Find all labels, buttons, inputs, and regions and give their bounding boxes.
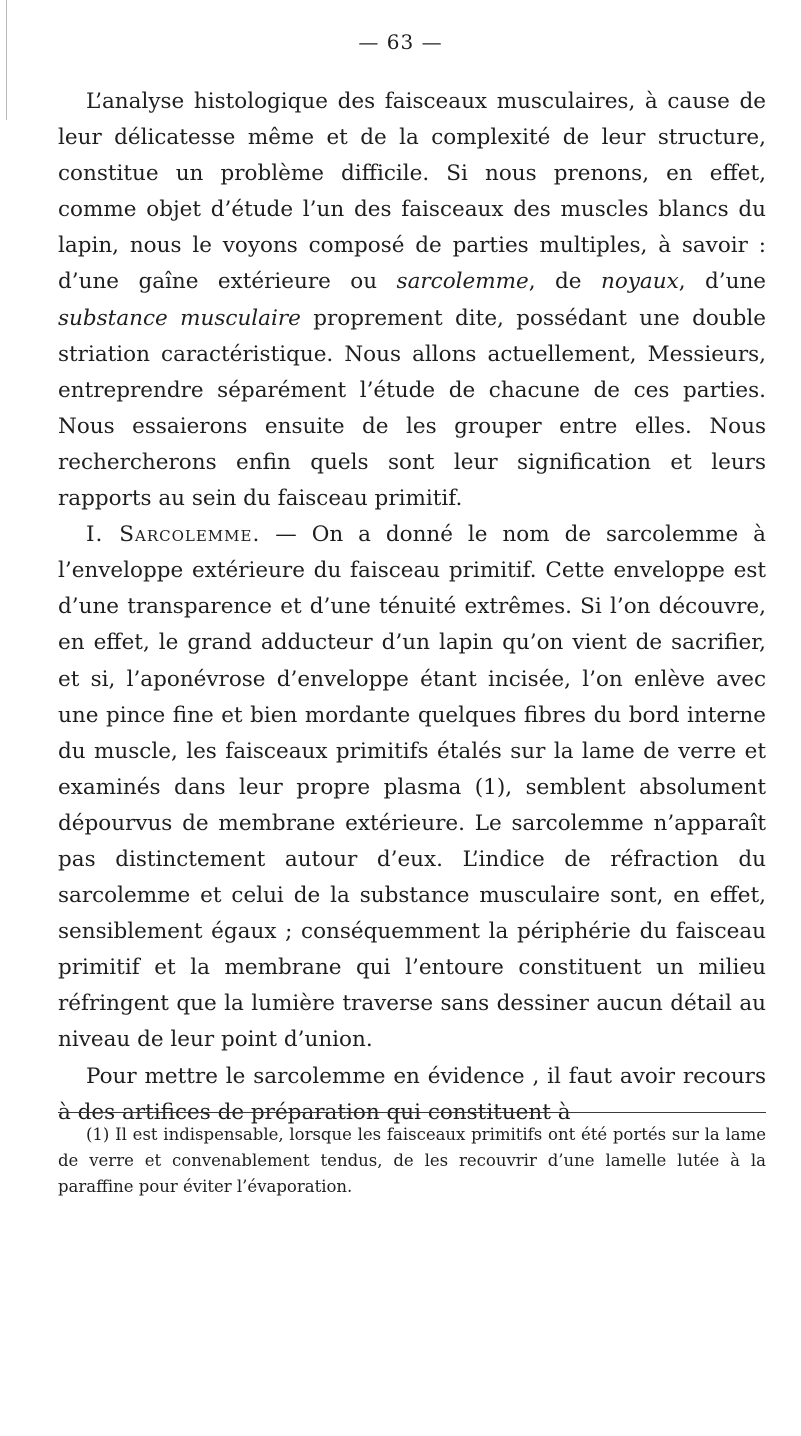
term-substance-musculaire: substance musculaire (58, 305, 301, 331)
paragraph-preparation (58, 1059, 766, 1131)
body-text (58, 84, 766, 1131)
page-number: — 63 — (358, 30, 443, 54)
text-run: , d’une (678, 269, 767, 295)
footnote: (1) Il est indispensable, lorsque les faisceaux primitifs ont été portés sur la lame de verre et convenablement tendus, de les recouvrir d’une lamelle lutée à la paraffine pour éviter l’évaporation. (58, 1125, 766, 1196)
paragraph-intro (58, 84, 766, 517)
footnote-divider (58, 1112, 766, 1113)
paragraph-sarcolemme (58, 517, 766, 1058)
text-run: proprement dite, possédant une double striation caractéristique. Nous allons actuellement, Messieurs, entreprendre séparément l’étude de chacune de ces parties. Nous essaierons ensuite de les grouper entre elles. Nous rechercherons enfin quels sont leur signification et leurs rapports au sein du faisceau primitif. (58, 305, 766, 512)
text-run: Pour mettre le sarcolemme en évidence , il faut avoir recours à des artifices de préparation qui constituent à (58, 1063, 766, 1125)
term-sarcolemme: sarcolemme (396, 269, 529, 295)
binding-edge-line (6, 0, 7, 120)
term-noyaux: noyaux (600, 269, 679, 295)
text-run: — On a donné le nom de sarcolemme à l’enveloppe extérieure du faisceau primitif. Cette enveloppe est d’une transparence et d’une ténuité extrêmes. Si l’on découvre, en effet, le grand adducteur d’un lapin qu’on vient de sacrifier, et si, l’aponévrose d’enveloppe étant incisée, l’on enlève avec une pince fine et bien mordante quelques fibres du bord interne du muscle, les faisceaux primitifs étalés sur la lame de verre et examinés dans leur propre plasma (1), semblent absolument dépourvus de membrane extérieure. Le sarcolemme n’apparaît pas distinctement autour d’eux. L’indice de réfraction du sarcolemme et celui de la substance musculaire sont, en effet, sensiblement égaux ; conséquemment la périphérie du faisceau primitif et la membrane qui l’entoure constituent un milieu réfringent que la lumière traverse sans dessiner aucun détail au niveau de leur point d’union. (58, 522, 766, 1053)
text-run: L’analyse histologique des faisceaux musculaires, à cause de leur délicatesse même et de la complexité de leur structure, constitue un problème difficile. Si nous prenons, en effet, comme objet d’étude l’un des faisceaux des muscles blancs du lapin, nous le voyons composé de parties multiples, à savoir : d’une gaîne extérieure ou (58, 89, 766, 295)
section-heading-sarcolemme: I. Sarcolemme. (86, 522, 261, 548)
text-run: , de (528, 269, 601, 295)
